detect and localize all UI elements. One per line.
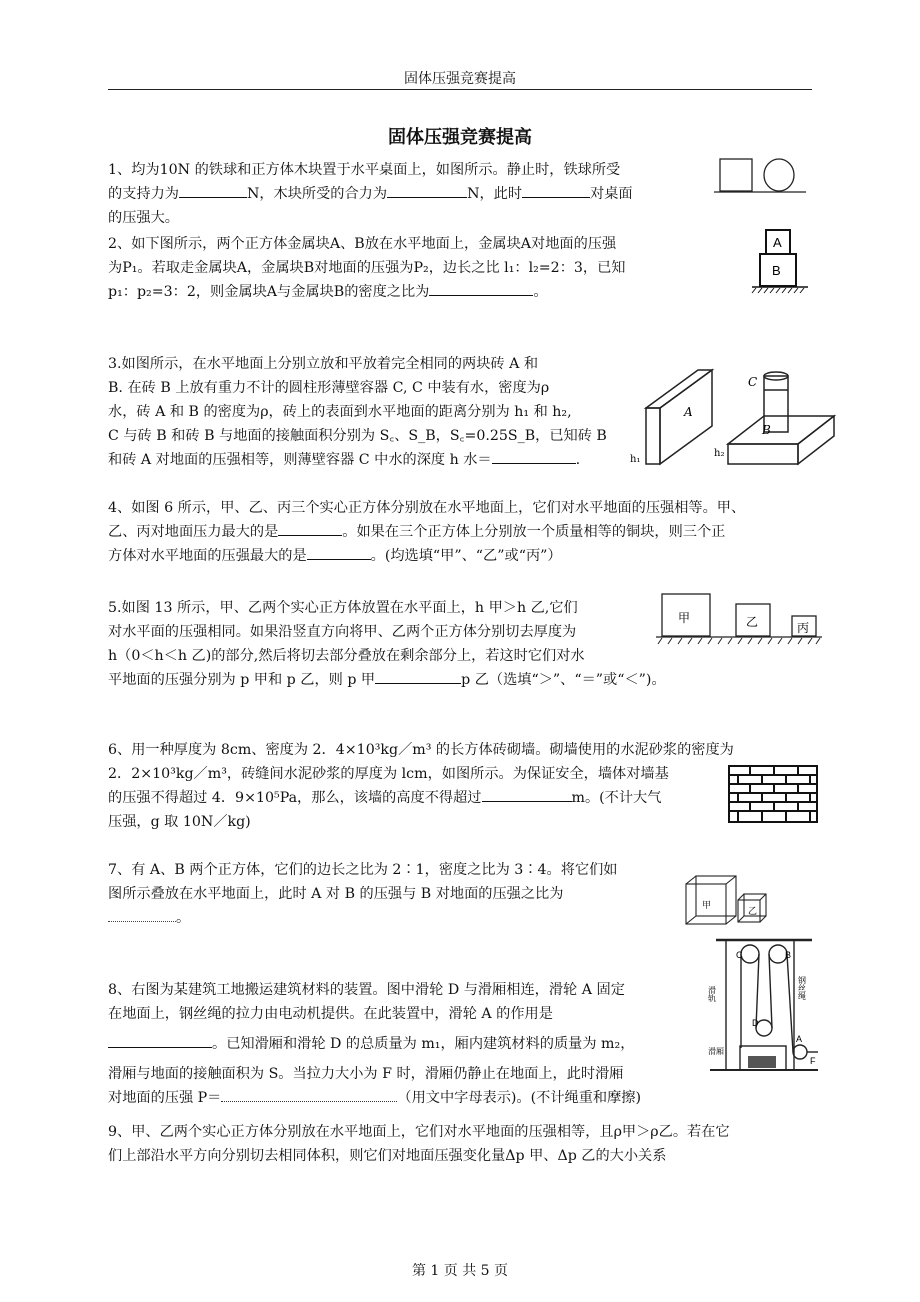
- building-material: [748, 1056, 776, 1068]
- question-7: [108, 858, 688, 930]
- q3-line-4: C 与砖 B 和砖 B 与地面的接触面积分别为 S꜀、S_B，S꜀=0.25S_B，已知砖 B: [108, 428, 607, 444]
- label-rail: 滑轨: [708, 986, 717, 1002]
- label-jia: 甲: [678, 611, 691, 625]
- ground-hatch: [658, 638, 820, 644]
- q7-blank[interactable]: [108, 907, 176, 922]
- q8-line-3: 。已知滑厢和滑轮 D 的总质量为 m₁，厢内建筑材料的质量为 m₂，: [108, 1032, 708, 1056]
- question-5: [108, 596, 668, 692]
- label-f: F: [810, 1056, 816, 1066]
- q1-line-2: 的支持力为 N，木块所受的合力为 N，此时 对桌面: [108, 182, 708, 206]
- question-9: [108, 1120, 820, 1168]
- q2-line-1: 2、如下图所示，两个正方体金属块A、B放在水平地面上，金属块A对地面的压强: [108, 236, 617, 252]
- q3-line-1: 3.如图所示，在水平地面上分别立放和平放着完全相同的两块砖 A 和: [108, 356, 539, 372]
- label-container-c: C: [748, 375, 758, 389]
- q9-line-2: 们上部沿水平方向分别切去相同体积，则它们对地面压强变化量Δp 甲、Δp 乙的大小关系: [108, 1148, 667, 1164]
- q9-line-1: 9、甲、乙两个实心正方体分别放在水平地面上，它们对水平地面的压强相等，且ρ甲＞ρ乙。若在它: [108, 1124, 730, 1140]
- label-a: A: [773, 235, 782, 250]
- page-header: 固体压强竞赛提高: [404, 71, 516, 87]
- q8-blank-2[interactable]: [221, 1087, 397, 1102]
- label-b: B: [772, 263, 781, 278]
- q6-line-3: 的压强不得超过 4．9×10⁵Pa，那么，该墙的高度不得超过 m。(不计大气: [108, 786, 818, 810]
- q1-blank-1[interactable]: [179, 183, 247, 198]
- label-brick-b: B: [762, 423, 771, 437]
- q8-line-5: 对地面的压强 P＝ （用文中字母表示)。(不计绳重和摩擦): [108, 1086, 708, 1110]
- q2-blank[interactable]: [429, 281, 533, 296]
- q2-line-3: p₁：p₂=3：2，则金属块A与金属块B的密度之比为 。: [108, 280, 758, 304]
- q1-blank-3[interactable]: [522, 183, 590, 198]
- q8-line-1: 8、右图为某建筑工地搬运建筑材料的装置。图中滑轮 D 与滑厢相连，滑轮 A 固定: [108, 982, 625, 998]
- q8-line-4: 滑厢与地面的接触面积为 S。当拉力大小为 F 时，滑厢仍静止在地面上，此时滑厢: [108, 1066, 624, 1082]
- q8-blank-1[interactable]: [108, 1033, 212, 1048]
- q3-line-2: B. 在砖 B 上放有重力不计的圆柱形薄壁容器 C, C 中装有水，密度为ρ: [108, 380, 550, 396]
- q5-line-3: h（0＜h＜h 乙)的部分,然后将切去部分叠放在剩余部分上，若这时它们对水: [108, 648, 585, 664]
- q3-blank[interactable]: [492, 449, 576, 464]
- question-6: [108, 738, 818, 834]
- brick-b-top: [728, 416, 834, 444]
- q5-line-4: 平地面的压强分别为 p 甲和 p 乙，则 p 甲 p 乙（选填“＞”、“＝”或“＜”)。: [108, 668, 668, 692]
- q4-line-1: 4、如图 6 所示，甲、乙、丙三个实心正方体分别放在水平地面上，它们对水平地面的压强相等。甲、: [108, 500, 746, 516]
- q6-brick-wall-figure: [728, 765, 820, 825]
- q6-line-2: 2．2×10³kg／m³，砖缝间水泥砂浆的厚度为 lcm，如图所示。为保证安全，墙体对墙基: [108, 766, 669, 782]
- question-3: [108, 352, 628, 472]
- wood-cube: [720, 159, 752, 191]
- label-d: D: [752, 1018, 759, 1028]
- q2-stacked-blocks-figure: [750, 226, 810, 296]
- q4-blank-2[interactable]: [307, 545, 371, 560]
- question-1: [108, 158, 708, 230]
- q8-pulley-figure: [708, 932, 820, 1082]
- brick-b-front: [728, 444, 798, 464]
- page-title: 固体压强竞赛提高: [388, 127, 532, 148]
- q7-line-2: 图所示叠放在水平地面上，此时 A 对 B 的压强与 B 对地面的压强之比为: [108, 886, 564, 902]
- pulley-c: [741, 945, 759, 963]
- q4-line-2: 乙、丙对地面压力最大的是 。如果在三个正方体上分别放一个质量相等的铜块，则三个正: [108, 520, 818, 544]
- q2-line-2: 为P₁。若取走金属块A，金属块B对地面的压强为P₂，边长之比 l₁：l₂=2：3，已知: [108, 260, 626, 276]
- label-jia: 甲: [702, 901, 712, 911]
- header-rule: [108, 89, 812, 90]
- q6-line-4: 压强，g 取 10N／kg): [108, 814, 251, 830]
- q7-line-1: 7、有 A、B 两个正方体，它们的边长之比为 2∶1，密度之比为 3∶4。将它们如: [108, 862, 618, 878]
- brick-a-front: [646, 408, 660, 464]
- label-bing: 丙: [797, 621, 810, 635]
- label-brick-a: A: [684, 405, 693, 419]
- label-a: A: [796, 1034, 803, 1044]
- q7-cubes-figure: [682, 872, 782, 928]
- label-rope: 钢丝绳: [797, 976, 807, 1000]
- q7-line-3: 。: [108, 906, 688, 930]
- label-yi: 乙: [746, 615, 759, 629]
- rope-mid-1: [756, 954, 759, 1028]
- label-h2: h₂: [714, 448, 725, 459]
- label-yi: 乙: [748, 907, 758, 917]
- q3-line-5: 和砖 A 对地面的压强相等，则薄壁容器 C 中水的深度 h 水＝ .: [108, 448, 628, 472]
- pulley-a: [793, 1045, 807, 1059]
- q3-bricks-figure: [628, 358, 838, 470]
- q1-cube-ball-figure: [712, 157, 808, 197]
- rope-right: [787, 954, 793, 1052]
- label-box: 滑厢: [708, 1047, 724, 1056]
- q5-line-2: 对水平面的压强相同。如果沿竖直方向将甲、乙两个正方体分别切去厚度为: [108, 624, 577, 640]
- iron-ball: [764, 159, 794, 191]
- q5-line-1: 5.如图 13 所示，甲、乙两个实心正方体放置在水平面上，h 甲＞h 乙,它们: [108, 600, 578, 616]
- q8-line-2: 在地面上，钢丝绳的拉力由电动机提供。在此装置中，滑轮 A 的作用是: [108, 1006, 553, 1022]
- q6-line-1: 6、用一种厚度为 8cm、密度为 2．4×10³kg／m³ 的长方体砖砌墙。砌墙使用的水泥砂浆的密度为: [108, 742, 734, 758]
- q4-blank-1[interactable]: [278, 521, 342, 536]
- rope-mid-2: [769, 954, 772, 1028]
- label-c: C: [736, 950, 743, 960]
- q3-line-3: 水，砖 A 和 B 的密度为ρ，砖上的表面到水平地面的距离分别为 h₁ 和 h₂,: [108, 404, 572, 420]
- q1-blank-2[interactable]: [387, 183, 467, 198]
- ground-hatch: [752, 288, 804, 293]
- brick-b-side: [798, 416, 834, 464]
- q5-cubes-figure: [654, 590, 826, 648]
- question-4: [108, 496, 818, 568]
- page-footer: 第 1 页 共 5 页: [411, 1263, 509, 1279]
- brick-a-top: [646, 370, 712, 408]
- q4-line-3: 方体对水平地面的压强最大的是 。(均选填“甲”、“乙”或“丙”）: [108, 544, 818, 568]
- question-2: [108, 232, 758, 304]
- label-h1: h₁: [630, 454, 641, 465]
- q1-line-1: 1、均为10N 的铁球和正方体木块置于水平桌面上，如图所示。静止时，铁球所受: [108, 162, 621, 178]
- q6-blank[interactable]: [482, 787, 572, 802]
- question-8: [108, 978, 708, 1110]
- label-b: B: [785, 950, 792, 960]
- q1-line-3: 的压强大。: [108, 210, 179, 226]
- q5-blank[interactable]: [375, 669, 461, 684]
